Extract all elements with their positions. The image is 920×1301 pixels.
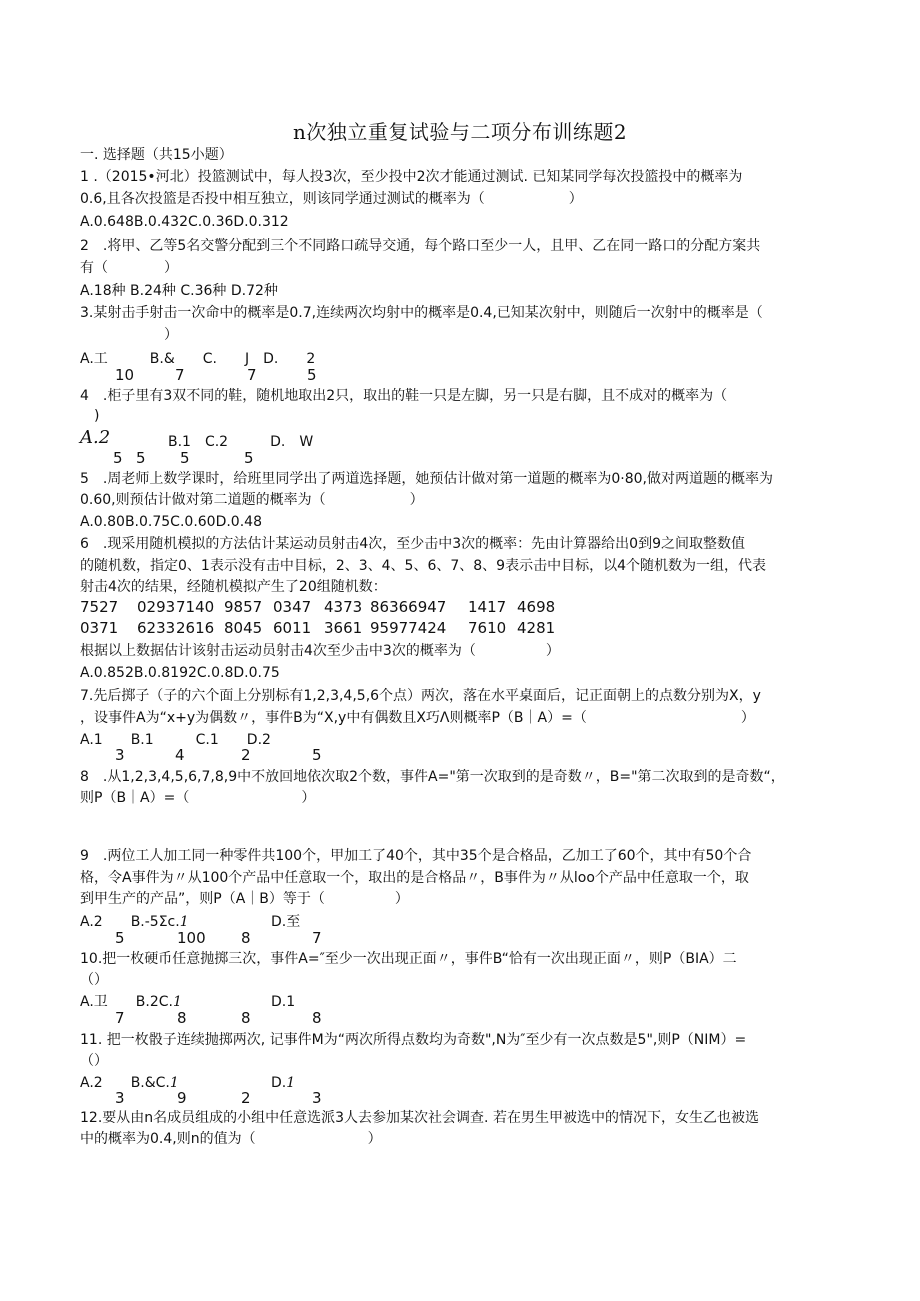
q9-denominator: 8 [241,929,251,947]
random-number: 4373 [324,598,363,616]
q10-denominator: 8 [177,1009,187,1027]
q9-option-c-italic: 1 [179,914,189,930]
q11-line-1: 11. 把一枚骰子连续抛掷两次, 记事件M为“两次所得点数均为奇数",N为″至少有一次点数是5",则P（NIM）= [80,1032,747,1048]
q3-denominator: 10 [115,366,135,384]
q11-denominator: 2 [241,1089,251,1107]
q4-line-1: 4 .柜子里有3双不同的鞋，随机地取出2只，取出的鞋一只是左脚，另一只是右脚，且不成对的概率为（ [80,388,728,404]
q7-denominator: 4 [175,746,185,764]
q11-denominator: 3 [312,1089,322,1107]
q3-line-2: ） [80,327,178,343]
random-number: 6011 [273,619,312,637]
q1-line-2: 0.6,且各次投篮是否投中相互独立，则该同学通过测试的概率为（ ） [80,191,583,207]
q5-options: A.0.80B.0.75C.0.60D.0.48 [80,514,262,530]
random-number: 1417 [468,598,507,616]
q10-options [80,992,182,1012]
q10-denominator: 8 [312,1009,322,1027]
q11-option-d-italic: 1 [286,1075,296,1091]
q7-line-1: 7.先后掷子（子的六个面上分别标有1,2,3,4,5,6个点）两次，落在水平桌面后，记正面朝上的点数分别为X，y [80,688,761,704]
q8-line-1: 8 .从1,2,3,4,5,6,7,8,9中不放回地依次取2个数，事件A="第一次取到的是奇数〃，B="第二次取到的是奇数“， [80,769,785,785]
q10-option-d: D.1 [271,994,296,1010]
q7-denominator: 3 [115,746,125,764]
random-number: 86366947 [370,598,447,616]
q12-line-1: 12.要从由n名成员组成的小组中任意选派3人去参加某次社会调查. 若在男生甲被选中的情况下，女生乙也被选 [80,1110,759,1126]
random-number: 0371 [80,619,119,637]
q8-line-2: 则P（B｜A）=（ ） [80,790,316,806]
q10-option-c-italic: 1 [172,994,182,1010]
q11-option-d-label: D. [271,1075,287,1091]
q10-line-1: 10.把一枚硬币任意抛掷三次，事件A=″至少一次出现正面〃，事件B“恰有一次出现正面〃，则P（BIA）二 [80,951,737,967]
q9-denominator: 5 [115,929,125,947]
page-title: n次独立重复试验与二项分布训练题2 [292,120,628,144]
random-number: 0347 [273,598,312,616]
q4-line-2: ) [80,408,100,424]
q11-option-c-italic: 1 [169,1075,179,1091]
q9-denominator: 7 [312,929,322,947]
q7-line-2: ，设事件A为“x+y为偶数〃，事件B为“X,y中有偶数且X巧Λ则概率P（B｜A）=（ ） [80,710,755,726]
q9-options-text: A.2 B.-5Σc. [80,914,180,930]
q1-options: A.0.648B.0.432C.0.36D.0.312 [80,214,289,230]
random-number: 6233 [137,619,176,637]
q5-line-2: 0.60,则预估计做对第二道题的概率为（ ） [80,492,424,508]
q11-line-2: （） [80,1053,108,1069]
q10-denominator: 8 [241,1009,251,1027]
q3-denominator: 7 [175,366,185,384]
q9-denominator: 100 [177,929,206,947]
q6-line-3: 射击4次的结果，经随机模拟产生了20组随机数： [80,579,387,595]
q7-denominator: 2 [241,746,251,764]
random-number: 2616 [176,619,215,637]
q3-options: A.工 B.& C. J D. 2 [80,351,316,367]
random-number: 95977424 [370,619,447,637]
random-number: 4698 [517,598,556,616]
random-number: 3661 [324,619,363,637]
q11-denominator: 9 [177,1089,187,1107]
q9-line-2: 格，令A事件为〃从100个产品中任意取一个，取出的是合格品〃，B事件为〃从loo个产品中任意取一个，取 [80,870,749,886]
q10-options-text: A.卫 B.2C. [80,994,173,1010]
q7-denominator: 5 [312,746,322,764]
random-number: 0293 [137,598,176,616]
q5-line-1: 5 .周老师上数学课时，给班里同学出了两道选择题，她预估计做对第一道题的概率为0·80,做对两道题的概率为 [80,471,773,487]
q6-line-2: 的随机数，指定0、1表示没有击中目标，2、3、4、5、6、7、8、9表示击中目标，以4个随机数为一组，代表 [80,558,766,574]
q7-options: A.1 B.1 C.1 D.2 [80,732,271,748]
q9-options [80,912,189,932]
q10-denominator: 7 [115,1009,125,1027]
section-heading: 一. 选择题（共15小题） [80,147,233,163]
q3-denominator: 5 [307,366,317,384]
q3-line-1: 3.某射击手射击一次命中的概率是0.7,连续两次均射中的概率是0.4,已知某次射中，则随后一次射中的概率是（ [80,305,763,321]
q9-line-3: 到甲生产的产品”，则P（A｜B）等于（ ） [80,891,409,907]
q4-denominator: 5 [244,449,254,467]
q11-options-text: A.2 B.&C. [80,1075,170,1091]
q6-line-4: 根据以上数据估计该射击运动员射击4次至少击中3次的概率为（ ） [80,643,560,659]
q2-line-1: 2 .将甲、乙等5名交警分配到三个不同路口疏导交通，每个路口至少一人，且甲、乙在同一路口的分配方案共 [80,238,761,254]
q9-line-1: 9 .两位工人加工同一种零件共100个，甲加工了40个，其中35个是合格品，乙加工了60个，其中有50个合 [80,848,752,864]
q12-line-2: 中的概率为0.4,则n的值为（ ） [80,1131,382,1147]
q1-line-1: 1 .（2015•河北）投篮测试中，每人投3次，至少投中2次才能通过测试. 已知某同学每次投篮投中的概率为 [80,169,743,185]
q9-option-d: D.至 [271,914,301,930]
q2-line-2: 有（ ） [80,260,178,276]
random-number: 9857 [224,598,263,616]
q4-denominator: 5 [113,449,123,467]
random-number: 4281 [517,619,556,637]
random-number: 8045 [224,619,263,637]
q4-option-a: A.2 [80,427,111,448]
q6-line-1: 6 .现采用随机模拟的方法估计某运动员射击4次，至少击中3次的概率：先由计算器给出0到9之间取整数值 [80,536,745,552]
q4-denominator: 5 [180,449,190,467]
q6-options: A.0.852B.0.8192C.0.8D.0.75 [80,665,280,681]
random-number: 7140 [176,598,215,616]
q11-options [80,1073,179,1093]
random-number: 7527 [80,598,119,616]
q2-options: A.18种 B.24种 C.36种 D.72种 [80,283,278,299]
q11-denominator: 3 [115,1089,125,1107]
q4-options: B.1 C.2 D. W [168,434,314,450]
q3-denominator: 7 [247,366,257,384]
q4-denominator: 5 [136,449,146,467]
q11-option-d [271,1073,295,1093]
random-number: 7610 [468,619,507,637]
q10-line-2: （） [80,972,108,988]
